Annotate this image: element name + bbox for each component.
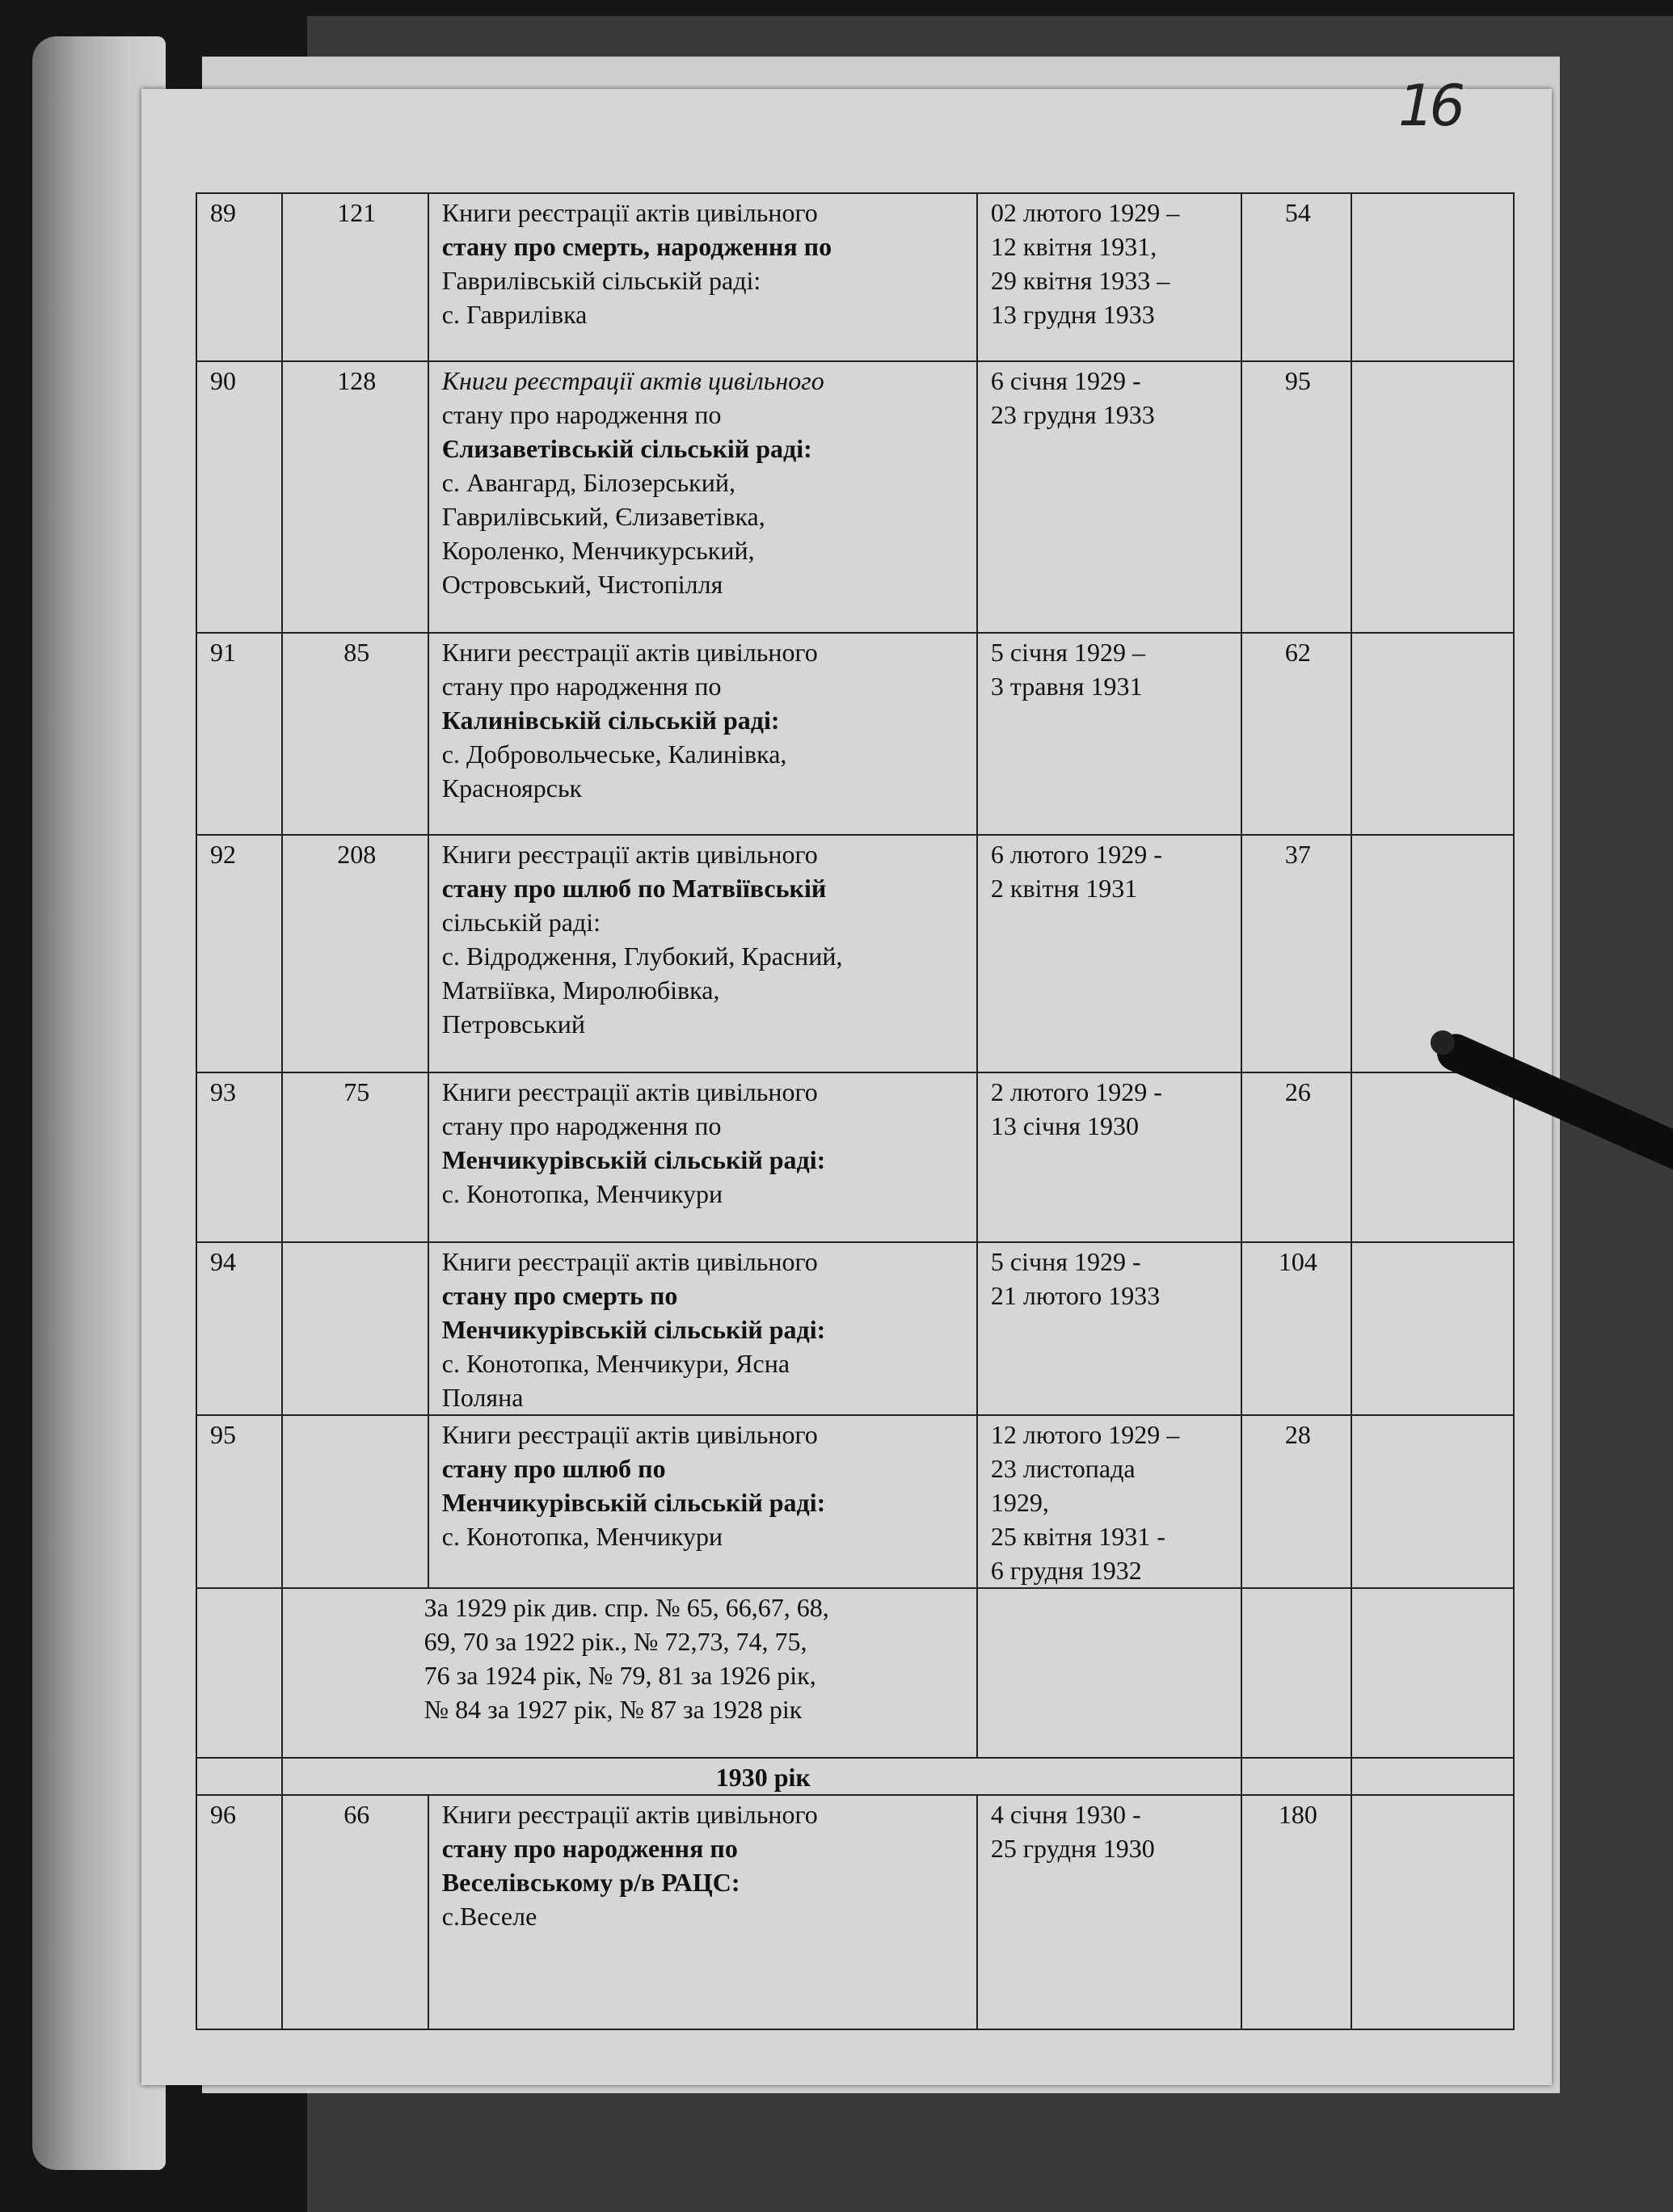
notes-cell	[1351, 193, 1514, 361]
record-description: Книги реєстрації актів цивільного стану про смерть, народження по Гаврилівській сільській раді: с. Гаврилівка	[428, 193, 977, 361]
row-number: 96	[196, 1795, 282, 2029]
notes-cell	[1351, 1758, 1514, 1795]
record-description: Книги реєстрації актів цивільного стану про шлюб по Матвіївській сільській раді: с. Відродження, Глубокий, Красний, Матвіївка, Миролюбівка, Петровський	[428, 835, 977, 1072]
table-row	[196, 1795, 1514, 2029]
notes-cell	[1351, 1415, 1514, 1588]
date-range: 5 січня 1929 - 21 лютого 1933	[977, 1242, 1241, 1415]
pen-tip	[1431, 1030, 1455, 1055]
notes-cell	[1351, 1242, 1514, 1415]
fund-number	[282, 1242, 428, 1415]
table-row	[196, 1415, 1514, 1588]
year-heading: 1930 рік	[282, 1758, 1241, 1795]
record-description: Книги реєстрації актів цивільного стану про смерть по Менчикурівській сільській раді: с. Конотопка, Менчикури, Ясна Поляна	[428, 1242, 977, 1415]
row-number: 90	[196, 361, 282, 633]
date-range: 4 січня 1930 - 25 грудня 1930	[977, 1795, 1241, 2029]
notes-cell	[1351, 1795, 1514, 2029]
fund-number	[282, 1415, 428, 1588]
table-row	[196, 633, 1514, 835]
record-description: Книги реєстрації актів цивільного стану про шлюб по Менчикурівській сільській раді: с. Конотопка, Менчикури	[428, 1415, 977, 1588]
fund-number: 85	[282, 633, 428, 835]
table-row	[196, 361, 1514, 633]
row-number	[196, 1588, 282, 1758]
row-number: 93	[196, 1072, 282, 1242]
date-range: 5 січня 1929 – 3 травня 1931	[977, 633, 1241, 835]
fund-number: 128	[282, 361, 428, 633]
page-count: 28	[1241, 1415, 1351, 1588]
page-count: 54	[1241, 193, 1351, 361]
inventory-table	[196, 192, 1515, 2030]
fund-number: 208	[282, 835, 428, 1072]
table-row	[196, 1758, 1514, 1795]
row-number: 89	[196, 193, 282, 361]
page-count: 180	[1241, 1795, 1351, 2029]
page-count: 95	[1241, 361, 1351, 633]
fund-number: 75	[282, 1072, 428, 1242]
notes-cell	[1351, 1072, 1514, 1242]
notes-cell	[1351, 1588, 1514, 1758]
page-count	[1241, 1758, 1351, 1795]
date-range: 6 лютого 1929 - 2 квітня 1931	[977, 835, 1241, 1072]
row-number: 91	[196, 633, 282, 835]
row-number: 94	[196, 1242, 282, 1415]
date-range: 2 лютого 1929 - 13 січня 1930	[977, 1072, 1241, 1242]
row-number	[196, 1758, 282, 1795]
record-description: Книги реєстрації актів цивільного стану про народження по Веселівському р/в РАЦС: с.Веселе	[428, 1795, 977, 2029]
notes-cell	[1351, 361, 1514, 633]
date-range: 02 лютого 1929 – 12 квітня 1931, 29 квітня 1933 – 13 грудня 1933	[977, 193, 1241, 361]
table-row	[196, 835, 1514, 1072]
date-range: 6 січня 1929 - 23 грудня 1933	[977, 361, 1241, 633]
reference-note: За 1929 рік див. спр. № 65, 66,67, 68, 69, 70 за 1922 рік., № 72,73, 74, 75, 76 за 1924 рік, № 79, 81 за 1926 рік, № 84 за 1927 рік, № 87 за 1928 рік	[282, 1588, 977, 1758]
record-description: Книги реєстрації актів цивільного стану про народження по Калинівській сільській раді: с. Добровольчеське, Калинівка, Красноярськ	[428, 633, 977, 835]
table-row	[196, 1242, 1514, 1415]
page-count: 104	[1241, 1242, 1351, 1415]
row-number: 95	[196, 1415, 282, 1588]
page-count	[1241, 1588, 1351, 1758]
notes-cell	[1351, 633, 1514, 835]
table-row	[196, 1588, 1514, 1758]
page-number: 16	[1398, 73, 1461, 139]
table-row	[196, 193, 1514, 361]
record-description: Книги реєстрації актів цивільного стану про народження по Єлизаветівській сільській раді: с. Авангард, Білозерський, Гаврилівський, Єлизаветівка, Короленко, Менчикурський, Островський, Чистопілля	[428, 361, 977, 633]
date-range	[977, 1588, 1241, 1758]
page-count: 26	[1241, 1072, 1351, 1242]
page-count: 37	[1241, 835, 1351, 1072]
page-count: 62	[1241, 633, 1351, 835]
fund-number: 121	[282, 193, 428, 361]
date-range: 12 лютого 1929 – 23 листопада 1929, 25 квітня 1931 - 6 грудня 1932	[977, 1415, 1241, 1588]
fund-number: 66	[282, 1795, 428, 2029]
row-number: 92	[196, 835, 282, 1072]
record-description: Книги реєстрації актів цивільного стану про народження по Менчикурівській сільській раді: с. Конотопка, Менчикури	[428, 1072, 977, 1242]
table-row	[196, 1072, 1514, 1242]
